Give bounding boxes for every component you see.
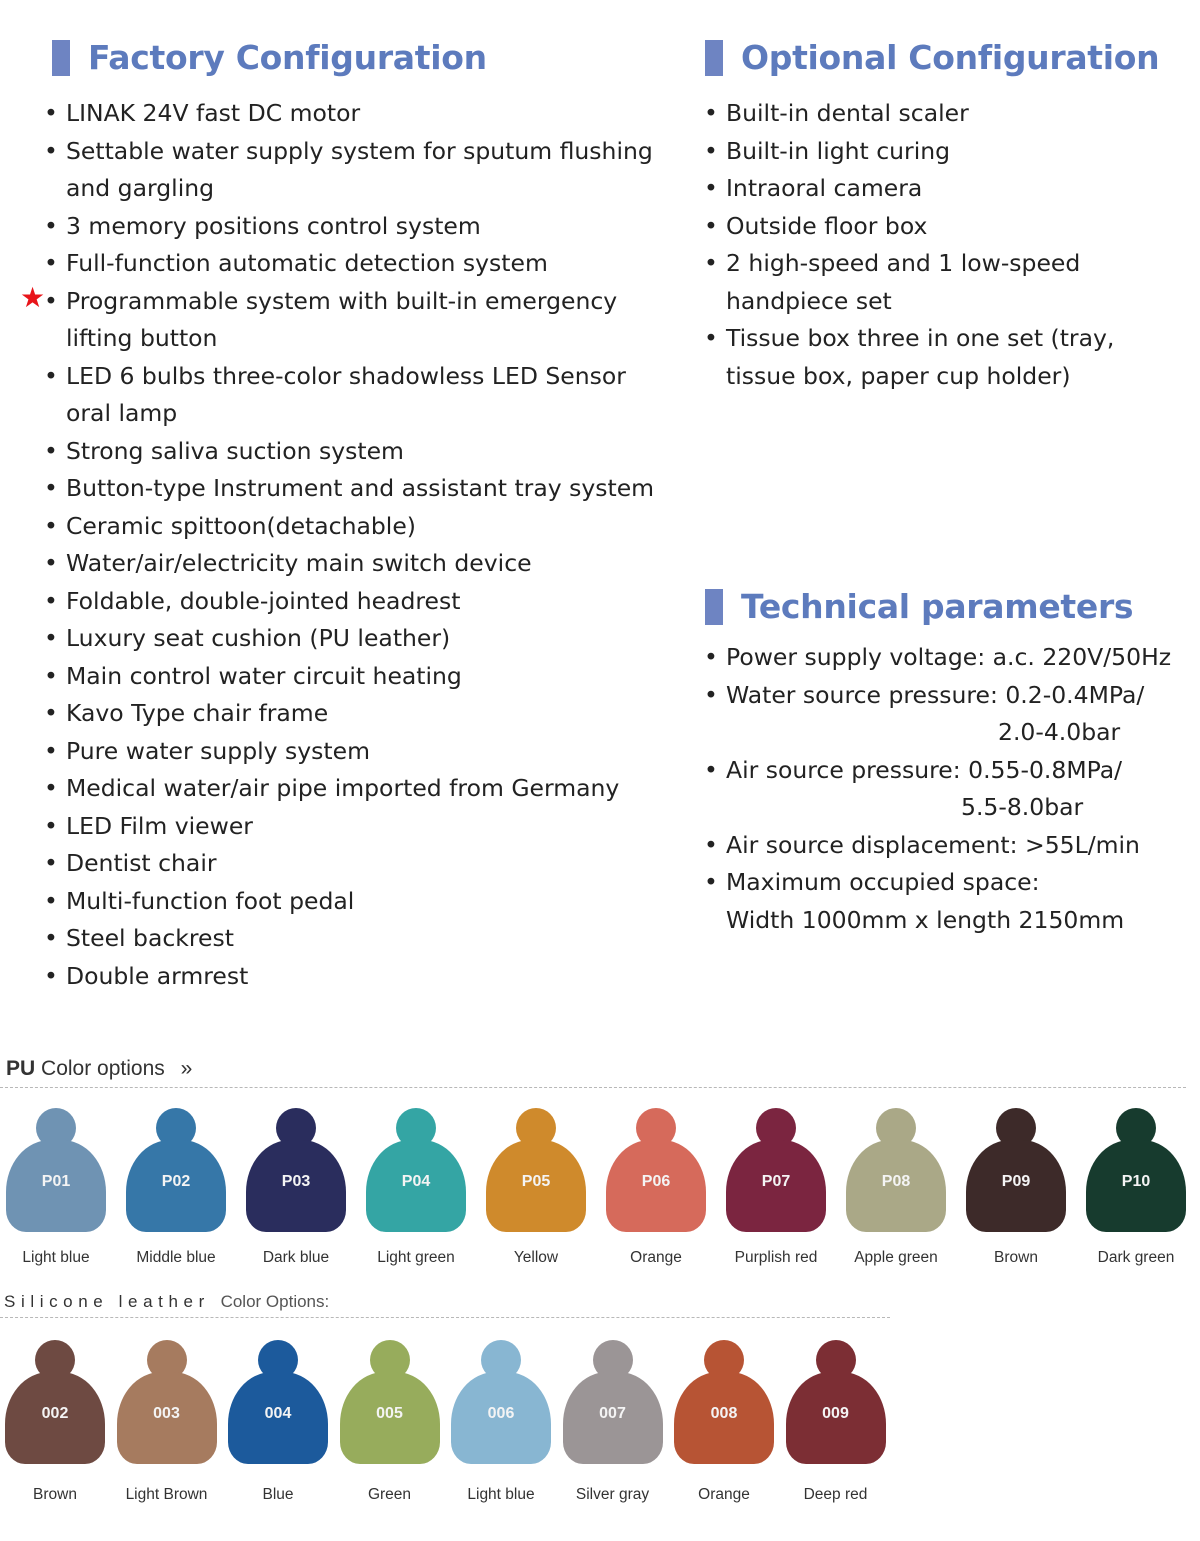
- swatch-name: Orange: [630, 1249, 682, 1266]
- silicone-swatch[interactable]: [451, 1340, 551, 1468]
- swatch-name: Orange: [698, 1486, 750, 1503]
- swatch-name: Middle blue: [136, 1249, 216, 1266]
- pu-swatch[interactable]: [846, 1108, 946, 1236]
- factory-item: • Settable water supply system for sputum flushing and gargling: [48, 133, 668, 208]
- factory-item: • 3 memory positions control system: [48, 208, 668, 246]
- swatch-body-shape: [1086, 1140, 1186, 1232]
- factory-item: • Water/air/electricity main switch device: [48, 545, 668, 583]
- swatch-name: Light green: [377, 1249, 455, 1266]
- technical-heading: [705, 587, 1133, 626]
- optional-item: • Built-in dental scaler: [708, 95, 1168, 133]
- factory-item: • Foldable, double-jointed headrest: [48, 583, 668, 621]
- technical-item-continuation: 2.0-4.0bar: [998, 718, 1121, 746]
- swatch-body-shape: [366, 1140, 466, 1232]
- factory-item: • Ceramic spittoon(detachable): [48, 508, 668, 546]
- optional-heading: [705, 38, 1159, 77]
- swatch-code: P04: [401, 1173, 431, 1190]
- factory-list: [48, 95, 668, 995]
- optional-list: [708, 95, 1168, 395]
- swatch-body-shape: [966, 1140, 1066, 1232]
- pu-section-title: [6, 1057, 192, 1081]
- technical-item: [708, 864, 1188, 939]
- swatch-name: Light Brown: [125, 1486, 208, 1503]
- swatch-code: P02: [161, 1173, 191, 1190]
- swatch-code: P03: [281, 1173, 311, 1190]
- optional-title: Optional Configuration: [741, 38, 1160, 77]
- factory-item: • Kavo Type chair frame: [48, 695, 668, 733]
- swatch-body-shape: [126, 1140, 226, 1232]
- swatch-body-shape: [451, 1372, 551, 1464]
- pu-swatch[interactable]: [126, 1108, 226, 1236]
- swatch-name: Blue: [262, 1486, 294, 1503]
- swatch-name: Yellow: [513, 1249, 559, 1266]
- factory-heading: [52, 38, 487, 77]
- swatch-code: 005: [376, 1405, 403, 1422]
- swatch-code: 003: [153, 1405, 180, 1422]
- swatch-code: P09: [1001, 1173, 1031, 1190]
- silicone-swatch[interactable]: [786, 1340, 886, 1468]
- swatch-name: Dark blue: [262, 1249, 330, 1266]
- technical-title: Technical parameters: [741, 587, 1134, 626]
- factory-item: • LINAK 24V fast DC motor: [48, 95, 668, 133]
- swatch-name: Silver gray: [575, 1486, 650, 1503]
- factory-item: • Luxury seat cushion (PU leather): [48, 620, 668, 658]
- swatch-name: Apple green: [854, 1249, 938, 1266]
- swatch-code: 007: [599, 1405, 626, 1422]
- technical-item-label: Maximum occupied space:: [726, 868, 1040, 896]
- swatch-body-shape: [6, 1140, 106, 1232]
- pu-swatch[interactable]: [726, 1108, 826, 1236]
- technical-item-label: Power supply voltage: a.c. 220V/50Hz: [726, 643, 1172, 671]
- silicone-divider: [0, 1317, 890, 1318]
- pu-swatch[interactable]: [486, 1108, 586, 1236]
- star-icon: ★: [20, 281, 46, 314]
- swatch-body-shape: [563, 1372, 663, 1464]
- swatch-body-shape: [228, 1372, 328, 1464]
- pu-swatch[interactable]: [966, 1108, 1066, 1236]
- silicone-swatch[interactable]: [117, 1340, 217, 1468]
- technical-item-label: Air source displacement: >55L/min: [726, 830, 1140, 859]
- pu-title-rest: Color options: [35, 1057, 165, 1080]
- pu-title-bold: PU: [6, 1057, 36, 1080]
- technical-item: [708, 677, 1188, 752]
- factory-item: • Medical water/air pipe imported from Germany: [48, 770, 668, 808]
- technical-list: [708, 639, 1188, 939]
- technical-item: [708, 827, 1188, 865]
- factory-item: • LED 6 bulbs three-color shadowless LED Sensor oral lamp: [48, 358, 668, 433]
- swatch-body-shape: [5, 1372, 105, 1464]
- factory-item: • Main control water circuit heating: [48, 658, 668, 696]
- pu-swatch[interactable]: [6, 1108, 106, 1236]
- silicone-swatch[interactable]: [5, 1340, 105, 1468]
- heading-bar: [705, 40, 723, 76]
- pu-divider: [0, 1087, 1186, 1088]
- technical-item: [708, 752, 1188, 827]
- silicone-swatch[interactable]: [674, 1340, 774, 1468]
- factory-item: • LED Film viewer: [48, 808, 668, 846]
- silicone-title-rest: Color Options:: [220, 1292, 330, 1311]
- silicone-swatch[interactable]: [340, 1340, 440, 1468]
- silicone-swatch[interactable]: [563, 1340, 663, 1468]
- factory-item: • Steel backrest: [48, 920, 668, 958]
- technical-item-continuation: Width 1000mm x length 2150mm: [726, 905, 1125, 934]
- swatch-name: Brown: [994, 1249, 1038, 1266]
- factory-item: • Pure water supply system: [48, 733, 668, 771]
- swatch-name: Brown: [33, 1486, 77, 1503]
- technical-item-label: Water source pressure: 0.2-0.4MPa/: [726, 680, 1145, 709]
- swatch-name: Deep red: [803, 1486, 868, 1503]
- heading-bar: [52, 40, 70, 76]
- factory-item: • Dentist chair: [48, 845, 668, 883]
- swatch-name: Light blue: [467, 1486, 535, 1503]
- technical-item-label: Air source pressure: 0.55-0.8MPa/: [726, 755, 1123, 784]
- swatch-code: P08: [881, 1173, 911, 1190]
- swatch-code: P05: [521, 1173, 551, 1190]
- swatch-code: 002: [41, 1405, 69, 1422]
- factory-item: • Programmable system with built-in emergency lifting button: [48, 283, 668, 358]
- pu-swatch[interactable]: [246, 1108, 346, 1236]
- optional-item: • 2 high-speed and 1 low-speed handpiece set: [708, 245, 1168, 320]
- swatch-code: 008: [710, 1405, 738, 1422]
- silicone-swatch[interactable]: [228, 1340, 328, 1468]
- swatch-body-shape: [340, 1372, 440, 1464]
- swatch-body-shape: [786, 1372, 886, 1464]
- factory-item: • Double armrest: [48, 958, 668, 996]
- swatch-code: 006: [487, 1405, 515, 1422]
- swatch-name: Purplish red: [734, 1249, 818, 1266]
- swatch-body-shape: [674, 1372, 774, 1464]
- technical-item-continuation: 5.5-8.0bar: [961, 793, 1084, 821]
- swatch-body-shape: [117, 1372, 217, 1464]
- chevron-double-right-icon: »: [180, 1057, 193, 1080]
- factory-title: Factory Configuration: [88, 38, 487, 77]
- factory-item: • Button-type Instrument and assistant tray system: [48, 470, 668, 508]
- swatch-code: 004: [264, 1405, 292, 1422]
- pu-swatch[interactable]: [366, 1108, 466, 1236]
- factory-item: • Multi-function foot pedal: [48, 883, 668, 921]
- swatch-code: 009: [822, 1405, 849, 1422]
- swatch-name: Green: [367, 1486, 412, 1503]
- pu-swatch[interactable]: [606, 1108, 706, 1236]
- silicone-section-title: [4, 1292, 329, 1312]
- optional-item: • Intraoral camera: [708, 170, 1168, 208]
- swatch-code: P01: [41, 1173, 71, 1190]
- swatch-code: P10: [1121, 1173, 1151, 1190]
- factory-item: • Strong saliva suction system: [48, 433, 668, 471]
- pu-swatch[interactable]: [1086, 1108, 1186, 1236]
- optional-item: • Tissue box three in one set (tray, tissue box, paper cup holder): [708, 320, 1168, 395]
- silicone-title-spaced: Silicone leather: [4, 1292, 210, 1311]
- swatch-body-shape: [246, 1140, 346, 1232]
- swatch-name: Dark green: [1097, 1249, 1175, 1266]
- swatch-code: P07: [761, 1173, 791, 1190]
- factory-item: • Full-function automatic detection system: [48, 245, 668, 283]
- optional-item: • Outside floor box: [708, 208, 1168, 246]
- swatch-body-shape: [726, 1140, 826, 1232]
- optional-item: • Built-in light curing: [708, 133, 1168, 171]
- technical-item: [708, 639, 1188, 677]
- swatch-body-shape: [606, 1140, 706, 1232]
- heading-bar: [705, 589, 723, 625]
- swatch-body-shape: [486, 1140, 586, 1232]
- swatch-body-shape: [846, 1140, 946, 1232]
- swatch-code: P06: [641, 1173, 671, 1190]
- swatch-name: Light blue: [22, 1249, 90, 1266]
